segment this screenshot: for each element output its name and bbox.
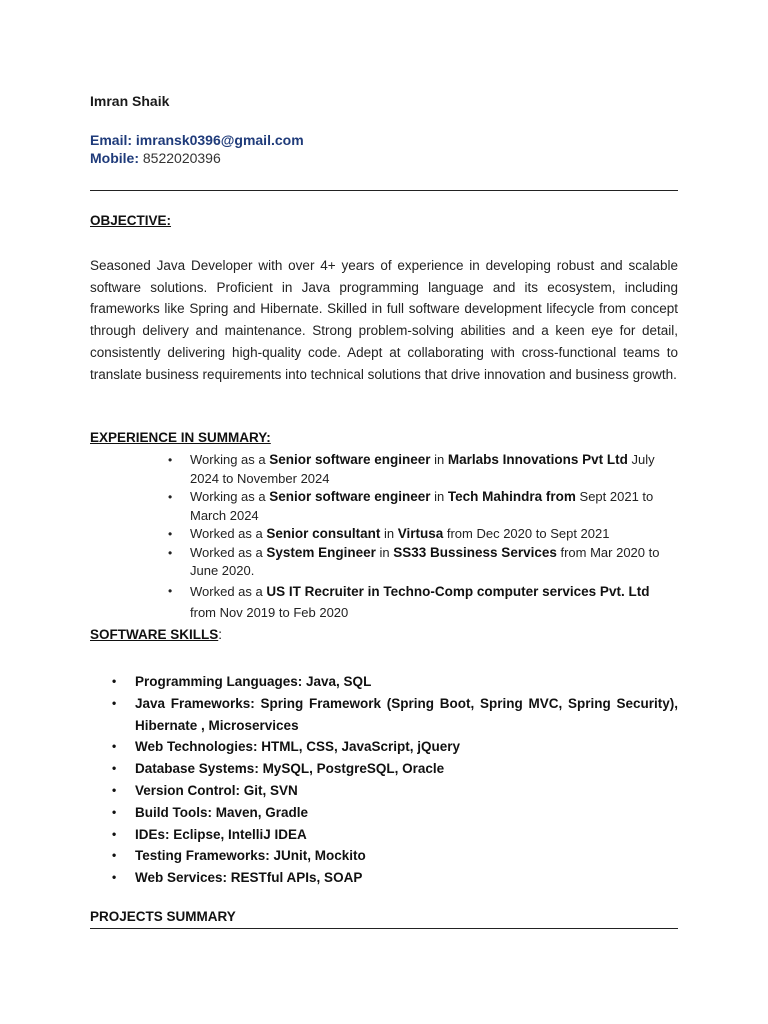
bullet-icon: •	[112, 782, 117, 797]
mobile-label: Mobile:	[90, 150, 139, 166]
experience-list	[168, 451, 678, 623]
bullet-icon: •	[168, 583, 173, 598]
skill-item	[112, 845, 678, 867]
heading-colon: :	[218, 627, 223, 642]
experience-item	[168, 581, 678, 623]
mobile-line	[90, 149, 221, 167]
skill-item	[112, 867, 678, 889]
experience-item	[168, 544, 678, 581]
bullet-icon: •	[112, 761, 117, 776]
projects-divider	[90, 928, 678, 929]
experience-text: Worked as a	[190, 583, 267, 599]
skill-text: IDEs: Eclipse, IntelliJ IDEA	[135, 826, 307, 842]
projects-heading: PROJECTS SUMMARY	[90, 909, 236, 924]
experience-role: Senior software engineer	[269, 489, 431, 504]
experience-text: in	[380, 526, 398, 541]
candidate-name: Imran Shaik	[90, 93, 170, 109]
skill-text: Programming Languages: Java, SQL	[135, 674, 372, 689]
experience-role: US IT Recruiter in Techno-Comp computer services Pvt. Ltd	[266, 583, 650, 599]
experience-role: System Engineer	[266, 544, 376, 560]
skill-item	[112, 671, 678, 693]
bullet-icon: •	[168, 453, 173, 467]
experience-dates: from Nov 2019 to Feb 2020	[190, 604, 349, 620]
skill-item	[112, 824, 678, 846]
bullet-icon: •	[168, 490, 173, 504]
bullet-icon: •	[112, 826, 117, 841]
skill-text: Java Frameworks: Spring Framework (Spring Boot, Spring MVC, Spring Security), Hibernate , Microservices	[135, 695, 678, 733]
email-line	[90, 131, 304, 149]
skill-item	[112, 758, 678, 780]
experience-dates: from Mar 2020 to June 2020.	[190, 544, 660, 578]
bullet-icon: •	[112, 848, 117, 863]
experience-item	[168, 525, 678, 544]
bullet-icon: •	[112, 870, 117, 885]
bullet-icon: •	[112, 804, 117, 819]
skills-list	[112, 671, 678, 889]
experience-company: SS33 Bussiness Services	[393, 544, 557, 560]
experience-text: in	[430, 452, 448, 467]
skill-text: Web Technologies: HTML, CSS, JavaScript, jQuery	[135, 739, 461, 755]
skill-text: Testing Frameworks: JUnit, Mockito	[135, 848, 366, 864]
experience-item	[168, 488, 678, 525]
skill-text: Web Services: RESTful APIs, SOAP	[135, 870, 363, 886]
experience-text: Working as a	[190, 452, 270, 467]
software-skills-heading	[90, 627, 222, 642]
skill-item	[112, 780, 678, 802]
experience-text: Worked as a	[190, 526, 267, 541]
experience-text: Working as a	[190, 489, 270, 504]
experience-company: Marlabs Innovations Pvt Ltd	[447, 452, 628, 467]
objective-text: Seasoned Java Developer with over 4+ years of experience in developing robust and scalable software solutions. Proficient in Java programming language and its ecosystem, including frameworks like Spring and Hibernate. Skilled in full software development lifecycle from concept through delivery and maintenance. Strong problem-solving abilities and a keen eye for detail, consistently delivering high-quality code. Adept at collaborating with cross-functional teams to translate business requirements into technical solutions that drive innovation and business growth.	[90, 258, 678, 382]
experience-heading: EXPERIENCE IN SUMMARY:	[90, 430, 271, 445]
header-divider	[90, 190, 678, 191]
experience-item	[168, 451, 678, 488]
skill-item	[112, 693, 678, 737]
experience-role: Senior consultant	[266, 526, 381, 541]
experience-company: Virtusa	[397, 526, 444, 541]
experience-text: in	[375, 544, 394, 560]
objective-heading: OBJECTIVE:	[90, 213, 172, 228]
skill-item	[112, 802, 678, 824]
experience-dates: July 2024 to November 2024	[190, 452, 655, 486]
skill-text: Build Tools: Maven, Gradle	[135, 804, 309, 820]
mobile-value: 8522020396	[142, 150, 221, 166]
skill-text: Database Systems: MySQL, PostgreSQL, Oracle	[135, 761, 445, 777]
email-value[interactable]: imransk0396@gmail.com	[135, 132, 304, 148]
bullet-icon: •	[168, 545, 173, 560]
email-label: Email:	[90, 132, 133, 148]
experience-dates: from Dec 2020 to Sept 2021	[443, 526, 610, 541]
experience-text: Worked as a	[190, 544, 267, 560]
bullet-icon: •	[112, 674, 117, 688]
skill-item	[112, 736, 678, 758]
bullet-icon: •	[112, 695, 117, 710]
experience-dates: Sept 2021 to March 2024	[190, 489, 654, 523]
experience-company: Tech Mahindra from	[447, 489, 576, 504]
bullet-icon: •	[112, 739, 117, 754]
skill-text: Version Control: Git, SVN	[135, 782, 298, 798]
experience-role: Senior software engineer	[269, 452, 431, 467]
experience-text: in	[430, 489, 448, 504]
software-skills-heading-text: SOFTWARE SKILLS	[90, 627, 219, 642]
bullet-icon: •	[168, 527, 173, 541]
